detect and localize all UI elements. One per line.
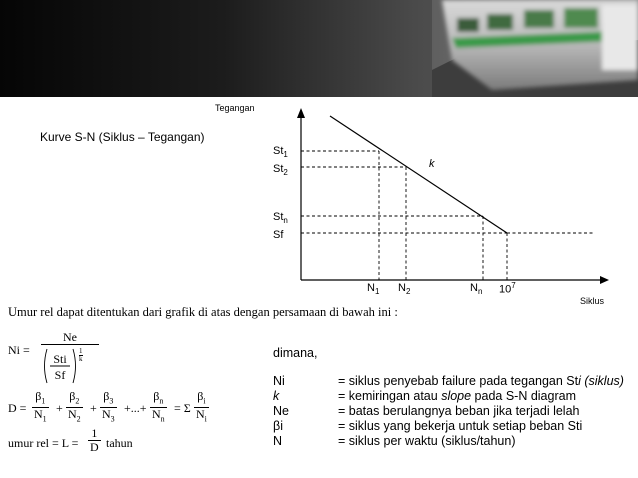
def-term-beta: βi bbox=[273, 419, 283, 433]
def-term-n: N bbox=[273, 434, 283, 448]
x-axis-arrow bbox=[600, 276, 609, 284]
def-term-ni: Ni bbox=[273, 374, 285, 388]
def-text-n: = siklus per waktu (siklus/tahun) bbox=[338, 434, 516, 448]
formula-umur: umur rel = L = $\frac{1}{D}$ tahun bbox=[8, 426, 133, 454]
x-axis-label: Siklus bbox=[580, 296, 605, 306]
ni-denominator: Sti Sf 1 k bbox=[41, 348, 89, 384]
x-tick-1e7: $10^7$ bbox=[499, 281, 516, 296]
intro-text: Umur rel dapat ditentukan dari grafik di atas dengan persamaan di bawah ini : bbox=[8, 305, 398, 319]
x-tick-n1: $N_1$ bbox=[367, 282, 380, 297]
ni-numerator: Ne bbox=[41, 331, 99, 345]
def-text-ne: = batas berulangnya beban jika terjadi lelah bbox=[338, 404, 580, 418]
formula-d: D = $\frac{\beta_1}{N_1}$ + $\frac{\beta_2}{N_2}$ + $\frac{\beta_3}{N_3}$ +...+ $\frac{\beta_n}{N_n}$ = Σ $\frac{\beta_i}{N_i}$ bbox=[8, 389, 207, 424]
def-term-k: k bbox=[273, 389, 280, 403]
x-tick-n2: $N_2$ bbox=[398, 282, 411, 297]
def-text-ni: = siklus penyebab failure pada tegangan Sti (siklus) bbox=[338, 374, 624, 388]
y-tick-stn: $St_n$ bbox=[273, 211, 288, 226]
def-text-k: = kemiringan atau slope pada S-N diagram bbox=[338, 389, 576, 403]
sn-curve bbox=[330, 116, 507, 233]
slope-label: k bbox=[429, 158, 435, 170]
slide-title: Kurve S-N (Siklus – Tegangan) bbox=[40, 130, 205, 144]
definitions-heading: dimana, bbox=[273, 346, 318, 360]
y-tick-st1: $St_1$ bbox=[273, 145, 288, 160]
x-tick-nn: $N_n$ bbox=[470, 282, 483, 297]
y-axis-arrow bbox=[297, 108, 305, 118]
y-tick-sf: Sf bbox=[273, 229, 284, 241]
def-text-beta: = siklus yang bekerja untuk setiap beban Sti bbox=[338, 419, 583, 433]
y-tick-st2: $St_2$ bbox=[273, 163, 288, 178]
y-axis-label: Tegangan bbox=[215, 103, 255, 113]
def-term-ne: Ne bbox=[273, 404, 289, 418]
